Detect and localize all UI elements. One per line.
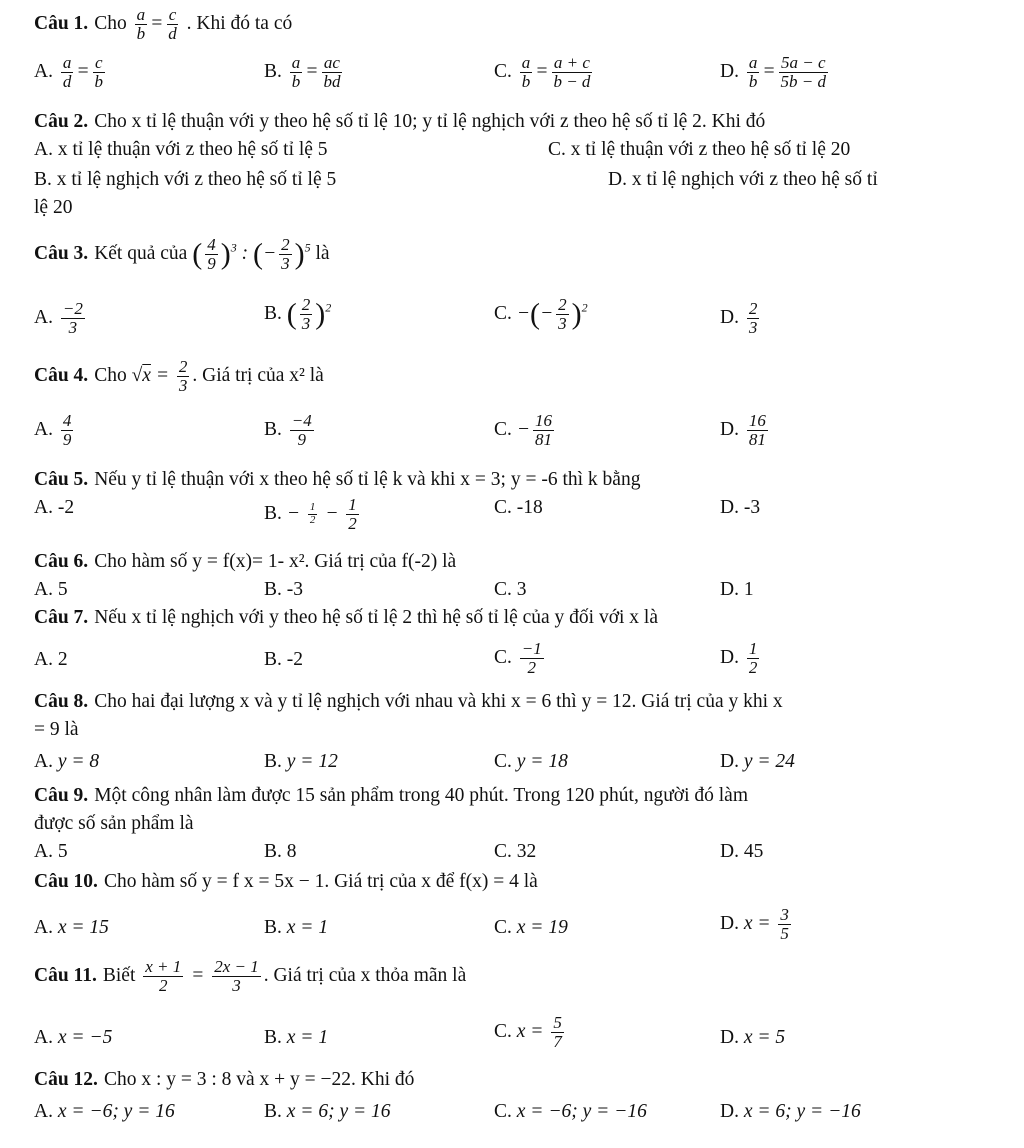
q2-option-a[interactable]: A. x tỉ lệ thuận với z theo hệ số tỉ lệ 5 (34, 139, 328, 160)
question-3-math: ( $\frac{4}{9}$ )$^3$ : (− $\frac{2}{3}$ )$^5$ (192, 235, 311, 273)
question-11-label: Câu 11. (34, 964, 97, 986)
question-4-stem: Câu 4. Cho √x = $\frac{2}{3}$ . Giá trị của x² là (34, 357, 324, 395)
question-12-stem: Câu 12. Cho x : y = 3 : 8 và x + y = −22. Khi đó (34, 1069, 415, 1090)
question-1-prefix: Cho (94, 12, 127, 34)
question-9-stem-continued: được số sản phẩm là (34, 813, 194, 834)
q8-option-b[interactable]: B. y = 12 (264, 751, 338, 772)
question-1-math: $\frac{a}{b}$ = $\frac{c}{d}$ (136, 5, 177, 43)
q2-option-d-continued: lệ 20 (34, 197, 73, 218)
q11-option-d[interactable]: D. x = 5 (720, 1027, 786, 1048)
q8-option-c[interactable]: C. y = 18 (494, 751, 568, 772)
question-10-label: Câu 10. (34, 871, 98, 892)
q5-option-d[interactable]: D. -3 (720, 497, 761, 518)
q10-option-b[interactable]: B. x = 1 (264, 917, 329, 938)
question-12-label: Câu 12. (34, 1069, 98, 1090)
q7-option-a[interactable]: A. 2 (34, 649, 68, 670)
q1-option-d[interactable]: D. $\frac{a}{b}$ = $\frac{5a - c}{5b - d}$ (720, 53, 826, 91)
question-1-label: Câu 1. (34, 12, 89, 34)
question-3-stem: Câu 3. Kết quả của ( $\frac{4}{9}$ )$^3$ : (− $\frac{2}{3}$ )$^5$ là (34, 235, 330, 273)
question-9-stem: Câu 9. Một công nhân làm được 15 sản phẩm trong 40 phút. Trong 120 phút, người đó làm (34, 785, 748, 806)
q6-option-c[interactable]: C. 3 (494, 579, 527, 600)
q2-option-d[interactable]: D. x tỉ lệ nghịch với z theo hệ số tỉ (608, 169, 878, 190)
q12-option-c[interactable]: C. x = −6; y = −16 (494, 1101, 647, 1122)
q4-option-a[interactable]: A. $\frac{4}{9}$ (34, 411, 72, 449)
q9-option-c[interactable]: C. 32 (494, 841, 537, 862)
q3-option-b[interactable]: B. ( $\frac{2}{3}$ )$^2$ (264, 295, 332, 333)
q2-option-b[interactable]: B. x tỉ lệ nghịch với z theo hệ số tỉ lệ 5 (34, 169, 337, 190)
q4-option-d[interactable]: D. $\frac{16}{81}$ (720, 411, 766, 449)
q4-option-c[interactable]: C. − $\frac{16}{81}$ (494, 411, 552, 449)
q7-option-b[interactable]: B. -2 (264, 649, 304, 670)
question-8-stem-continued: = 9 là (34, 719, 79, 740)
q5-option-a[interactable]: A. -2 (34, 497, 75, 518)
q5-option-c[interactable]: C. -18 (494, 497, 543, 518)
q6-option-d[interactable]: D. 1 (720, 579, 754, 600)
q10-option-d[interactable]: D. x = $\frac{3}{5}$ (720, 905, 789, 943)
q12-option-b[interactable]: B. x = 6; y = 16 (264, 1101, 391, 1122)
q12-option-a[interactable]: A. x = −6; y = 16 (34, 1101, 175, 1122)
question-11-stem: Câu 11. Biết $\frac{x + 1}{2}$ = $\frac{2x - 1}{3}$ . Giá trị của x thỏa mãn là (34, 957, 467, 995)
question-10-stem: Câu 10. Cho hàm số y = f x = 5x − 1. Giá trị của x để f(x) = 4 là (34, 871, 538, 892)
q1-option-c[interactable]: C. $\frac{a}{b}$ = $\frac{a + c}{b - d}$ (494, 53, 591, 91)
q2-option-c[interactable]: C. x tỉ lệ thuận với z theo hệ số tỉ lệ 20 (548, 139, 851, 160)
q3-option-d[interactable]: D. $\frac{2}{3}$ (720, 299, 758, 337)
question-7-label: Câu 7. (34, 607, 89, 628)
q9-option-a[interactable]: A. 5 (34, 841, 68, 862)
q10-option-c[interactable]: C. x = 19 (494, 917, 568, 938)
question-8-label: Câu 8. (34, 691, 89, 712)
q6-option-b[interactable]: B. -3 (264, 579, 304, 600)
q11-option-c[interactable]: C. x = $\frac{5}{7}$ (494, 1013, 562, 1051)
q11-option-a[interactable]: A. x = −5 (34, 1027, 113, 1048)
q3-option-c[interactable]: C. −(− $\frac{2}{3}$ )$^2$ (494, 295, 588, 333)
q6-option-a[interactable]: A. 5 (34, 579, 68, 600)
q9-option-d[interactable]: D. 45 (720, 841, 764, 862)
q3-option-a[interactable]: A. $\frac{-2}{3}$ (34, 299, 83, 337)
q4-option-b[interactable]: B. $\frac{-4}{9}$ (264, 411, 312, 449)
question-2-stem (34, 110, 765, 133)
q1-option-b[interactable]: B. $\frac{a}{b}$ = $\frac{ac}{bd}$ (264, 53, 341, 91)
question-8-stem: Câu 8. Cho hai đại lượng x và y tỉ lệ nghịch với nhau và khi x = 6 thì y = 12. Giá trị của y khi x (34, 691, 783, 712)
question-5-label: Câu 5. (34, 469, 89, 490)
q8-option-a[interactable]: A. y = 8 (34, 751, 100, 772)
question-6-stem: Câu 6. Cho hàm số y = f(x)= 1- x². Giá trị của f(-2) là (34, 551, 457, 572)
question-11-math: $\frac{x + 1}{2}$ = $\frac{2x - 1}{3}$ (145, 957, 259, 995)
q11-option-b[interactable]: B. x = 1 (264, 1027, 329, 1048)
question-4-math: √x = $\frac{2}{3}$ (131, 357, 188, 395)
question-1-suffix: . Khi đó ta có (186, 12, 293, 34)
question-5-stem: Câu 5. Nếu y tỉ lệ thuận với x theo hệ số tỉ lệ k và khi x = 3; y = -6 thì k bằng (34, 469, 641, 490)
q7-option-c[interactable]: C. $\frac{-1}{2}$ (494, 639, 542, 677)
q10-option-a[interactable]: A. x = 15 (34, 917, 109, 938)
question-7-stem: Câu 7. Nếu x tỉ lệ nghịch với y theo hệ số tỉ lệ 2 thì hệ số tỉ lệ của y đối với x là (34, 607, 659, 628)
question-2-text: Cho x tỉ lệ thuận với y theo hệ số tỉ lệ 10; y tỉ lệ nghịch với z theo hệ số tỉ lệ 2. Khi đó (94, 111, 766, 132)
question-1-stem (34, 6, 292, 43)
q9-option-b[interactable]: B. 8 (264, 841, 297, 862)
question-4-label: Câu 4. (34, 364, 89, 386)
q5-option-b[interactable]: B. − $\frac{1}{2}$ − $\frac{1}{2}$ (264, 495, 357, 533)
q7-option-d[interactable]: D. $\frac{1}{2}$ (720, 639, 758, 677)
question-3-label: Câu 3. (34, 242, 89, 264)
question-2-label: Câu 2. (34, 111, 89, 132)
question-6-label: Câu 6. (34, 551, 89, 572)
q8-option-d[interactable]: D. y = 24 (720, 751, 795, 772)
question-9-label: Câu 9. (34, 785, 89, 806)
q12-option-d[interactable]: D. x = 6; y = −16 (720, 1101, 861, 1122)
q1-option-a[interactable]: A. $\frac{a}{d}$ = $\frac{c}{b}$ (34, 53, 104, 91)
